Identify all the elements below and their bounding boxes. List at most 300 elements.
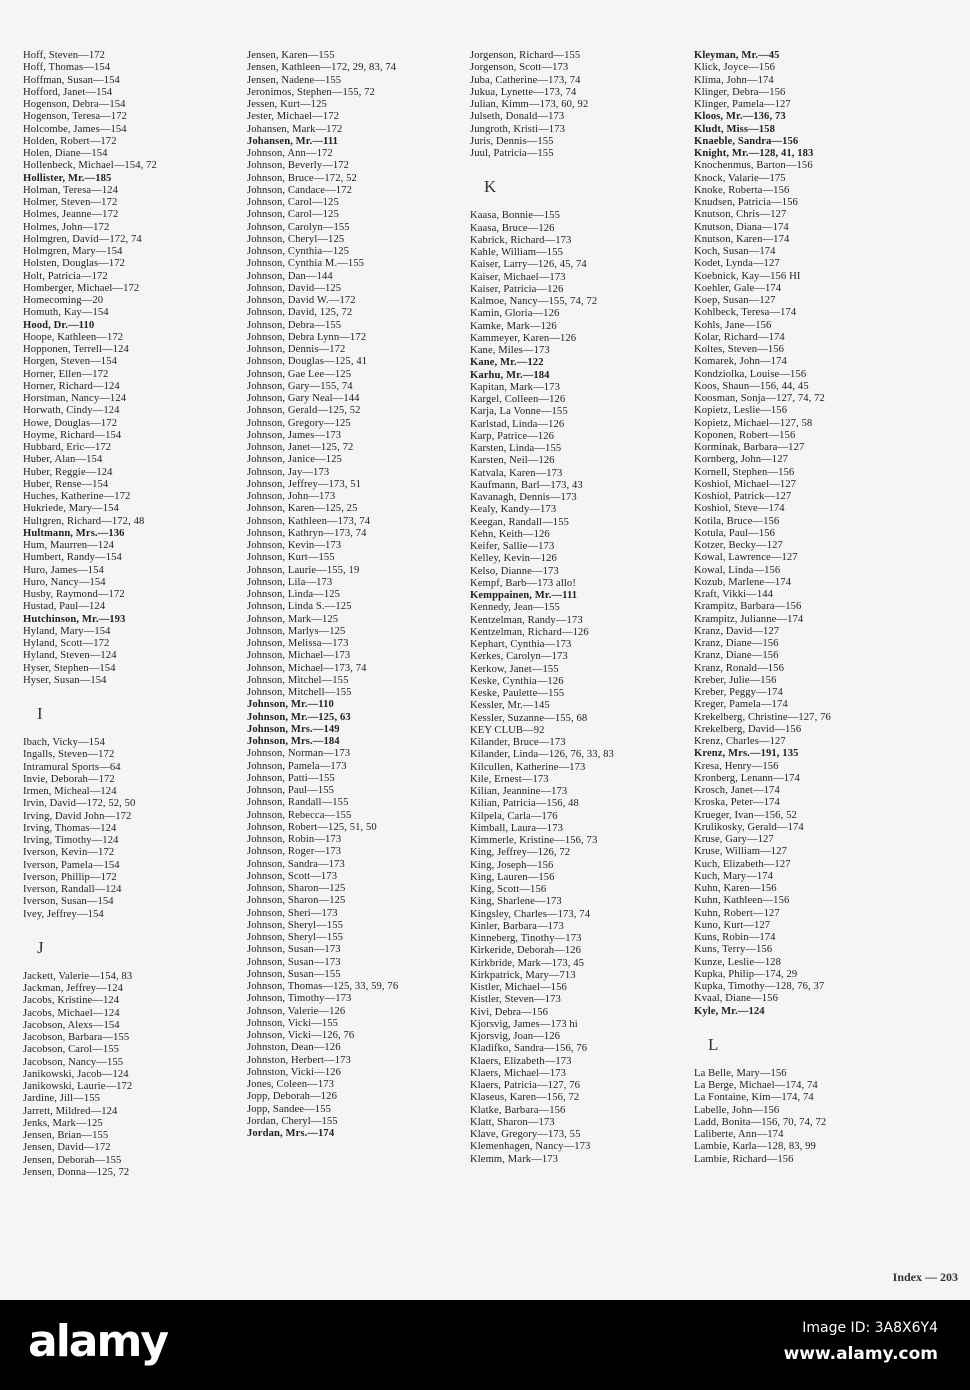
index-entry: Irving, Timothy—124 [23, 835, 119, 846]
index-entry: Johnson, Mark—125 [247, 613, 339, 625]
index-entry: Holman, Teresa—124 [23, 184, 119, 196]
index-entry: Kranz, Ronald—156 [694, 662, 784, 674]
index-entry: Johnson, Vicki—126, 76 [247, 1030, 355, 1041]
index-entry: Johnson, Carol—125 [247, 197, 339, 208]
index-entry: Johnson, Kevin—173 [247, 540, 342, 551]
index-entry: Kjorsvig, Joan—126 [470, 1031, 561, 1042]
index-entry: Howe, Douglas—172 [23, 417, 118, 429]
index-entry: Jacobson, Barbara—155 [23, 1032, 130, 1043]
index-entry: Klinger, Pamela—127 [694, 99, 791, 110]
index-entry: Johnson, Sandra—173 [247, 858, 345, 870]
index-entry: Kessler, Mr.—145 [470, 700, 550, 712]
index-entry: Klick, Joyce—156 [694, 62, 776, 74]
index-entry: Korminak, Barbara—127 [694, 442, 805, 453]
index-entry: Jensen, Karen—155 [247, 50, 335, 61]
index-entry: Johnson, Patti—155 [247, 772, 335, 784]
index-entry: Kinler, Barbara—173 [470, 920, 564, 932]
index-entry: Krampitz, Julianne—174 [694, 613, 804, 625]
index-entry: Jacobson, Nancy—155 [23, 1056, 124, 1068]
index-entry: Johnson, Mitchel—155 [247, 674, 349, 686]
index-entry: Kavanagh, Dennis—173 [470, 492, 577, 503]
index-entry: Lambie, Karla—128, 83, 99 [694, 1141, 816, 1153]
index-entry: Kuhn, Kathleen—156 [694, 895, 790, 907]
index-entry: Klinger, Debra—156 [694, 86, 786, 98]
index-entry: Kelso, Dianne—173 [470, 565, 559, 577]
index-entry: Jester, Michael—172 [247, 111, 340, 123]
index-entry: Johnson, Norman—173 [247, 748, 351, 760]
index-entry: Johnson, Sheryl—155 [247, 932, 344, 943]
letter-heading: I [37, 704, 43, 723]
index-entry: Johnson, Marlys—125 [247, 625, 346, 637]
index-entry: Knudsen, Patricia—156 [694, 197, 798, 208]
index-entry-staff: Kemppainen, Mr.—111 [470, 590, 578, 601]
index-entry: Johnson, Candace—172 [247, 184, 352, 196]
index-entry: Jensen, Nadene—155 [247, 74, 342, 86]
index-entry: Kamin, Gloria—126 [470, 308, 560, 320]
index-entry: Johnson, Mitchell—155 [247, 687, 352, 698]
index-entry-staff: Hultmann, Mrs.—136 [23, 527, 125, 539]
index-entry: Johnson, James—173 [247, 429, 342, 441]
index-entry: Johnson, Vicki—155 [247, 1017, 339, 1029]
index-entry: Johnson, Lila—173 [247, 576, 333, 588]
index-entry: Kruse, Gary—127 [694, 834, 774, 845]
index-entry: Homecoming—20 [23, 295, 104, 306]
index-entry: Huro, James—154 [23, 564, 104, 576]
index-entry: Klaers, Elizabeth—173 [470, 1055, 572, 1067]
index-entry: Kammeyer, Karen—126 [470, 332, 577, 344]
index-entry: Kraft, Vikki—144 [694, 589, 774, 600]
index-entry: Johnson, Jay—173 [247, 466, 330, 478]
index-entry: Hogenson, Debra—154 [23, 99, 126, 110]
page-number-footer: Index — 203 [892, 1270, 958, 1284]
index-entry: Kivi, Debra—156 [470, 1006, 548, 1018]
index-entry: Holsten, Douglas—172 [23, 258, 126, 270]
index-entry: Klatke, Barbara—156 [470, 1104, 566, 1116]
index-entry: Jacobs, Michael—124 [23, 1007, 120, 1019]
index-entry: Johnson, Sharon—125 [247, 883, 346, 894]
index-entry: Holmgren, Mary—154 [23, 246, 123, 257]
index-entry: Johnson, Gary—155, 74 [247, 380, 353, 392]
index-entry: Kingsley, Charles—173, 74 [470, 908, 591, 920]
index-entry-staff: Johnson, Mrs.—149 [247, 723, 340, 735]
index-entry: Jensen, David—172 [23, 1142, 111, 1154]
index-entry: Homuth, Kay—154 [23, 307, 109, 319]
index-entry: Kuno, Kurt—127 [694, 919, 771, 931]
index-entry: Johnson, Gerald—125, 52 [247, 405, 361, 417]
index-entry: Kornell, Stephen—156 [694, 466, 795, 478]
index-entry: Klemm, Mark—173 [470, 1153, 559, 1165]
index-entry: Jarrett, Mildred—124 [23, 1105, 118, 1117]
index-entry: Labelle, John—156 [694, 1104, 780, 1116]
index-entry: Kuhn, Robert—127 [694, 907, 780, 919]
index-entry: Johnson, Michael—173, 74 [247, 662, 367, 674]
index-column-1 [23, 50, 248, 1179]
index-entry: Holmes, Jeanne—172 [23, 209, 119, 221]
index-entry: Hopponen, Terrell—124 [23, 344, 129, 355]
index-entry: Kilian, Jeannine—173 [470, 786, 568, 797]
index-entry-staff: Hollister, Mr.—185 [23, 172, 112, 184]
index-entry: Jopp, Sandee—155 [247, 1103, 331, 1115]
index-entry: Jessen, Kurt—125 [247, 99, 327, 110]
index-entry: Holt, Patricia—172 [23, 270, 108, 282]
index-entry: Klaseus, Karen—156, 72 [470, 1092, 580, 1104]
index-entry: Ladd, Bonita—156, 70, 74, 72 [694, 1116, 827, 1128]
index-entry: Johnson, Linda—125 [247, 589, 341, 600]
index-entry: Huber, Rense—154 [23, 478, 109, 490]
index-entry: Koponen, Robert—156 [694, 429, 796, 441]
index-column-3 [470, 50, 695, 1166]
index-entry: Irvin, David—172, 52, 50 [23, 798, 136, 810]
index-entry: Johnson, Carol—125 [247, 209, 339, 221]
index-entry-staff: Johnson, Mr.—110 [247, 699, 334, 711]
index-entry: Iverson, Randall—124 [23, 884, 122, 895]
index-entry: Hollenbeck, Michael—154, 72 [23, 160, 157, 172]
index-entry: Kreber, Peggy—174 [694, 687, 783, 698]
watermark-image-id: Image ID: 3A8X6Y4 [802, 1320, 938, 1336]
index-entry: Koshiol, Steve—174 [694, 503, 785, 515]
index-entry: Johnson, Karen—125, 25 [247, 503, 358, 515]
letter-heading: K [484, 177, 497, 197]
index-entry: La Fontaine, Kim—174, 74 [694, 1092, 814, 1104]
index-entry: Jungroth, Kristi—173 [470, 123, 565, 135]
index-entry: Johnson, Ann—172 [247, 148, 333, 159]
index-entry: Kilander, Bruce—173 [470, 737, 566, 748]
index-entry: Koch, Susan—174 [694, 246, 776, 257]
index-entry: Karja, La Vonne—155 [470, 406, 568, 418]
index-entry-staff: Knaeble, Sandra—156 [694, 135, 799, 147]
index-entry: Kreber, Julie—156 [694, 674, 777, 686]
index-entry: Kilian, Patricia—156, 48 [470, 798, 579, 810]
index-entry: Koos, Shaun—156, 44, 45 [694, 380, 809, 392]
index-entry: Kohlbeck, Teresa—174 [694, 307, 797, 319]
index-entry: Kotzer, Becky—127 [694, 540, 783, 551]
index-entry: Johnson, Sharon—125 [247, 895, 346, 907]
index-entry: Hoyme, Richard—154 [23, 429, 122, 441]
index-entry: Krekelberg, David—156 [694, 723, 802, 735]
index-entry: Kuch, Mary—174 [694, 870, 774, 882]
index-entry: Hyser, Susan—154 [23, 674, 107, 686]
index-entry: Holmgren, David—172, 74 [23, 233, 142, 245]
index-entry: Johnson, Roger—173 [247, 846, 342, 858]
index-entry: Kranz, David—127 [694, 625, 780, 637]
index-entry: Koebnick, Kay—156 HI [694, 270, 801, 282]
index-entry: Koep, Susan—127 [694, 295, 776, 306]
index-entry: Knutson, Diana—174 [694, 221, 789, 233]
index-entry: Ingalls, Steven—172 [23, 749, 115, 761]
index-entry: Krulikosky, Gerald—174 [694, 821, 804, 833]
index-entry: Jacobson, Alexs—154 [23, 1019, 120, 1031]
index-entry: Julseth, Donald—173 [470, 111, 565, 123]
index-entry: Johnson, Scott—173 [247, 870, 338, 882]
index-entry: Kowal, Linda—156 [694, 564, 781, 576]
index-entry-staff: Kludt, Miss—158 [694, 123, 775, 135]
index-entry: Kalmoe, Nancy—155, 74, 72 [470, 296, 598, 307]
index-entry: KEY CLUB—92 [470, 724, 545, 736]
index-entry: Krampitz, Barbara—156 [694, 601, 802, 613]
index-entry: Hustad, Paul—124 [23, 601, 106, 613]
index-entry-staff: Knight, Mr.—128, 41, 183 [694, 148, 814, 159]
index-entry: Kupka, Philip—174, 29 [694, 968, 798, 980]
index-entry: Kistler, Steven—173 [470, 994, 561, 1006]
index-entry: Janikowski, Laurie—172 [23, 1081, 133, 1092]
index-entry: Krekelberg, Christine—127, 76 [694, 711, 831, 723]
index-entry: Jackman, Jeffrey—124 [23, 983, 124, 994]
index-entry: Jeronimos, Stephen—155, 72 [247, 86, 375, 98]
index-entry: Katvala, Karen—173 [470, 467, 563, 479]
index-entry: Kohls, Jane—156 [694, 319, 772, 331]
index-entry: Hoff, Thomas—154 [23, 62, 111, 74]
index-entry: Jordan, Cheryl—155 [247, 1115, 338, 1127]
index-entry-staff: Kane, Mr.—122 [470, 357, 544, 369]
index-entry: Kruse, William—127 [694, 846, 787, 858]
index-entry: Johnson, Randall—155 [247, 797, 349, 809]
index-entry: Huber, Alan—154 [23, 454, 103, 466]
index-entry: Klaers, Michael—173 [470, 1067, 567, 1079]
index-entry: Johnson, Janet—125, 72 [247, 442, 354, 453]
index-entry: Kelley, Kevin—126 [470, 553, 557, 565]
index-entry: Kentzelman, Randy—173 [470, 614, 583, 626]
index-entry: Johnson, Cheryl—125 [247, 233, 345, 245]
index-entry-staff: Jordan, Mrs.—174 [247, 1128, 335, 1139]
index-entry: Kuhn, Karen—156 [694, 883, 777, 894]
index-entry: Horner, Richard—124 [23, 380, 120, 392]
index-entry: Johnson, Bruce—172, 52 [247, 172, 357, 184]
index-entry: Kunze, Leslie—128 [694, 956, 782, 968]
index-entry: King, Joseph—156 [470, 859, 554, 871]
index-entry: Johnson, Kurt—155 [247, 552, 335, 564]
index-entry: Krenz, Charles—127 [694, 736, 786, 747]
index-entry: Kranz, Diane—156 [694, 638, 779, 649]
index-entry: Johnston, Herbert—173 [247, 1054, 351, 1066]
index-entry: Kolar, Richard—174 [694, 331, 785, 343]
index-entry: Horwath, Cindy—124 [23, 405, 120, 417]
index-entry: La Belle, Mary—156 [694, 1067, 787, 1079]
index-entry: Kerkes, Carolyn—173 [470, 651, 568, 663]
index-entry: Kaiser, Larry—126, 45, 74 [470, 259, 587, 271]
index-entry: Johnson, Gregory—125 [247, 417, 351, 429]
index-entry: Johansen, Mark—172 [247, 123, 343, 135]
index-entry: King, Lauren—156 [470, 871, 555, 883]
index-entry: Jardine, Jill—155 [23, 1093, 101, 1105]
index-entry: Johnson, Linda S.—125 [247, 601, 352, 613]
index-entry: Johnson, Robert—125, 51, 50 [247, 821, 377, 833]
index-entry: Keske, Paulette—155 [470, 688, 565, 699]
index-entry: Kessler, Suzanne—155, 68 [470, 712, 588, 724]
index-entry: Johnson, Sheryl—155 [247, 919, 344, 931]
index-entry: Kinneberg, Tinothy—173 [470, 933, 582, 944]
index-entry: Jorgenson, Scott—173 [470, 62, 569, 74]
index-entry: Koehler, Gale—174 [694, 282, 782, 294]
index-entry: Komarek, John—174 [694, 356, 787, 368]
index-entry: Jopp, Deborah—126 [247, 1091, 337, 1103]
index-entry: Kroska, Peter—174 [694, 797, 780, 809]
index-entry: Holmes, John—172 [23, 221, 110, 233]
index-entry: Huches, Katherine—172 [23, 491, 131, 502]
index-entry: Keegan, Randall—155 [470, 516, 569, 528]
index-entry: Kamke, Mark—126 [470, 320, 557, 332]
index-entry: Kornberg, John—127 [694, 454, 788, 466]
index-entry: Hoff, Steven—172 [23, 50, 106, 61]
index-entry: Johnson, Sheri—173 [247, 907, 338, 919]
index-entry: Kotula, Paul—156 [694, 527, 776, 539]
index-entry: Kodet, Lynda—127 [694, 258, 780, 270]
index-entry: Kimball, Laura—173 [470, 822, 564, 834]
index-entry: Johnson, Gae Lee—125 [247, 368, 352, 380]
index-entry: Jukua, Lynette—173, 74 [470, 86, 577, 98]
index-entry: Kapitan, Mark—173 [470, 381, 560, 393]
index-entry: Hultgren, Richard—172, 48 [23, 515, 145, 527]
index-entry: Hyser, Stephen—154 [23, 662, 116, 674]
index-entry: Johnson, Melissa—173 [247, 638, 349, 649]
index-entry: Kilander, Linda—126, 76, 33, 83 [470, 749, 614, 761]
index-entry: Johnson, Paul—155 [247, 785, 335, 796]
index-entry: Kane, Miles—173 [470, 345, 550, 356]
index-entry-staff: Kleyman, Mr.—45 [694, 50, 780, 61]
index-entry: Kerkow, Janet—155 [470, 663, 559, 675]
index-entry: Kopietz, Michael—127, 58 [694, 417, 813, 429]
index-entry: Johnson, David, 125, 72 [247, 307, 353, 319]
index-entry: Johnson, Janice—125 [247, 454, 342, 466]
index-entry-staff: Kyle, Mr.—124 [694, 1005, 765, 1017]
index-entry: Horgen, Steven—154 [23, 356, 117, 368]
index-entry: Johnson, Beverly—172 [247, 160, 350, 172]
index-entry: Kargel, Colleen—126 [470, 394, 566, 405]
index-entry: Johnson, Timothy—173 [247, 993, 352, 1005]
index-entry: Irmen, Micheal—124 [23, 786, 117, 797]
index-entry: Knock, Valarie—175 [694, 172, 786, 184]
index-entry: Johnson, Robin—173 [247, 834, 342, 845]
index-entry: Hyland, Steven—124 [23, 650, 117, 662]
index-entry: Jensen, Deborah—155 [23, 1154, 122, 1166]
index-entry: Kuch, Elizabeth—127 [694, 858, 791, 870]
index-entry: Holden, Robert—172 [23, 135, 117, 147]
index-entry: Intramural Sports—64 [23, 761, 121, 773]
index-entry: Johnson, Jeffrey—173, 51 [247, 478, 362, 490]
index-entry: Johnson, Rebecca—155 [247, 809, 352, 821]
index-entry: Kupka, Timothy—128, 76, 37 [694, 981, 825, 992]
letter-heading: L [708, 1034, 719, 1054]
index-entry: Jacobs, Kristine—124 [23, 995, 120, 1007]
index-entry: Krueger, Ivan—156, 52 [694, 809, 797, 821]
index-entry: Ivey, Jeffrey—154 [23, 908, 104, 920]
index-entry: King, Jeffrey—126, 72 [470, 847, 571, 859]
index-entry: Jones, Coleen—173 [247, 1079, 335, 1090]
index-entry: Kistler, Michael—156 [470, 982, 567, 993]
index-entry: Jackett, Valerie—154, 83 [23, 970, 133, 982]
index-entry: Kennedy, Jean—155 [470, 602, 560, 614]
index-entry: Iverson, Susan—154 [23, 896, 114, 908]
index-entry: Johnson, Kathryn—173, 74 [247, 527, 367, 539]
index-entry: Kuns, Terry—156 [694, 944, 773, 956]
index-entry: Kabrick, Richard—173 [470, 234, 572, 246]
index-entry: Kempf, Barb—173 allo! [470, 577, 576, 589]
index-entry: Kvaal, Diane—156 [694, 993, 778, 1005]
index-entry-staff: Karhu, Mr.—184 [470, 369, 550, 381]
index-entry: Johnson, Laurie—155, 19 [247, 564, 360, 576]
index-entry: King, Scott—156 [470, 884, 547, 895]
index-entry: Hum, Maurren—124 [23, 540, 115, 551]
index-entry: Horstman, Nancy—124 [23, 393, 127, 404]
index-entry: Kondziolka, Louise—156 [694, 368, 807, 380]
watermark-logo: alamy [28, 1316, 167, 1367]
watermark-bar [0, 1300, 970, 1390]
index-entry: La Berge, Michael—174, 74 [694, 1080, 818, 1091]
index-entry: Koosman, Sonja—127, 74, 72 [694, 393, 825, 404]
index-entry: Johnson, John—173 [247, 491, 336, 502]
index-entry: Kirkpatrick, Mary—713 [470, 969, 576, 981]
letter-heading: J [37, 937, 44, 957]
index-entry: Kephart, Cynthia—173 [470, 639, 572, 650]
index-entry: Hogenson, Teresa—172 [23, 111, 128, 123]
index-entry: Juris, Dennis—155 [470, 135, 554, 147]
index-entry: Homberger, Michael—172 [23, 282, 140, 294]
index-entry: Husby, Raymond—172 [23, 589, 125, 600]
index-entry: Johnson, Kathleen—173, 74 [247, 515, 371, 527]
index-entry: Johnson, Gary Neal—144 [247, 393, 360, 404]
index-entry: Iverson, Pamela—154 [23, 859, 120, 871]
index-entry: Karsten, Neil—126 [470, 455, 555, 467]
index-entry: Kladifko, Sandra—156, 76 [470, 1043, 588, 1055]
index-entry: Klatt, Sharon—173 [470, 1116, 555, 1128]
index-entry-staff: Kloos, Mr.—136, 73 [694, 111, 786, 123]
index-entry: Johnson, Debra Lynn—172 [247, 331, 367, 343]
index-entry: Huber, Reggie—124 [23, 466, 113, 478]
index-entry-staff: Hood, Dr.—110 [23, 319, 95, 331]
index-entry: Johnston, Vicki—126 [247, 1066, 342, 1078]
index-entry: Humbert, Randy—154 [23, 552, 122, 564]
index-entry: Johnson, Dan—144 [247, 270, 333, 282]
index-entry: Krosch, Janet—174 [694, 785, 780, 796]
index-entry: Kuns, Robin—174 [694, 932, 776, 943]
index-entry: Hyland, Mary—154 [23, 625, 111, 637]
index-entry: Hubbard, Eric—172 [23, 442, 112, 453]
index-entry: Knutson, Chris—127 [694, 209, 787, 221]
index-entry: Kaasa, Bonnie—155 [470, 210, 560, 222]
index-entry: Kaiser, Michael—173 [470, 271, 566, 283]
index-entry: Kowal, Lawrence—127 [694, 552, 798, 564]
index-entry: Holcombe, James—154 [23, 123, 127, 135]
index-entry: Kotila, Bruce—156 [694, 515, 780, 527]
index-entry: Kronberg, Lenann—174 [694, 772, 800, 784]
index-entry: Kranz, Diane—156 [694, 650, 779, 662]
index-entry: Johnson, Cynthia—125 [247, 246, 350, 257]
index-entry: Irving, David John—172 [23, 810, 132, 822]
index-entry: Kentzelman, Richard—126 [470, 626, 589, 638]
index-entry: Kjorsvig, James—173 hi [470, 1018, 578, 1030]
index-entry: Knoke, Roberta—156 [694, 184, 790, 196]
index-entry-staff: Johnson, Mrs.—184 [247, 736, 340, 747]
index-entry: Holen, Diane—154 [23, 148, 108, 159]
index-entry: Kilpela, Carla—176 [470, 810, 558, 822]
index-entry: Knutson, Karen—174 [694, 233, 790, 245]
index-entry: Johnson, Susan—173 [247, 944, 341, 956]
index-entry: Johnson, Pamela—173 [247, 760, 347, 772]
index-entry: Lambie, Richard—156 [694, 1153, 794, 1165]
index-entry: Karp, Patrice—126 [470, 430, 555, 442]
index-entry: Horner, Ellen—172 [23, 368, 109, 380]
index-entry: Kimmerle, Kristine—156, 73 [470, 835, 598, 846]
index-entry: Jorgenson, Richard—155 [470, 50, 581, 61]
index-entry: Kealy, Kandy—173 [470, 504, 557, 516]
index-entry: Kehn, Keith—126 [470, 528, 550, 540]
index-entry: Kilcullen, Katherine—173 [470, 761, 586, 773]
index-entry: Kile, Ernest—173 [470, 773, 549, 785]
index-entry: Huro, Nancy—154 [23, 576, 106, 588]
index-entry: Kreger, Pamela—174 [694, 699, 788, 711]
index-entry: Kahle, William—155 [470, 247, 563, 258]
index-entry: Juul, Patricia—155 [470, 148, 554, 159]
index-entry: Keifer, Sallie—173 [470, 541, 555, 552]
